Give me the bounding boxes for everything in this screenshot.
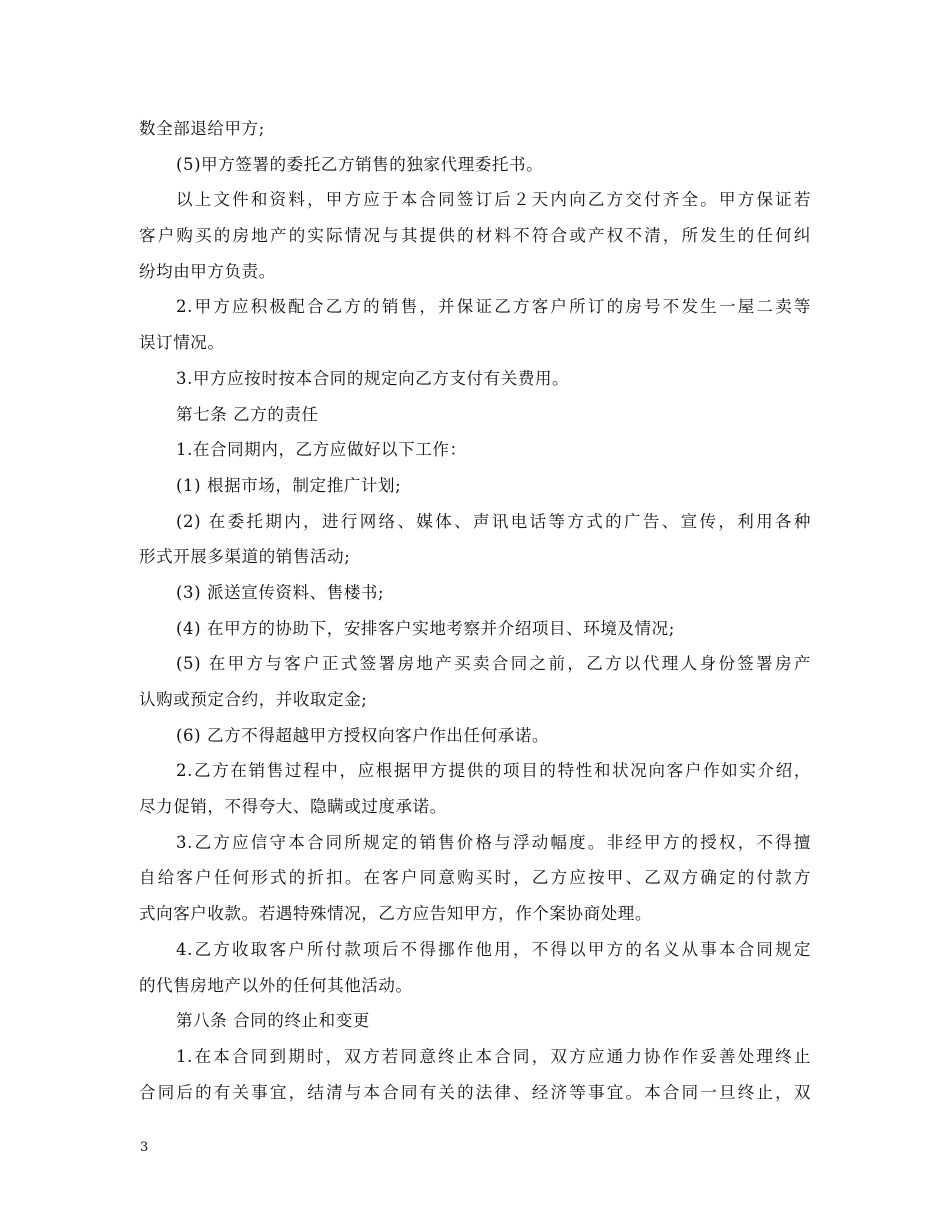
text-line: (1) 根据市场，制定推广计划;: [176, 475, 402, 495]
text-line: 1.在合同期内，乙方应做好以下工作：: [176, 440, 467, 460]
contract-body-text: [139, 111, 811, 1110]
text-line: (2) 在委托期内，进行网络、媒体、声讯电话等方式的广告、宣传，利用各种: [176, 511, 811, 531]
text-line: 形式开展多渠道的销售活动;: [139, 547, 351, 567]
text-line: 误订情况。: [139, 333, 225, 353]
text-line: 2.甲方应积极配合乙方的销售，并保证乙方客户所订的房号不发生一屋二卖等: [176, 297, 811, 317]
page-number: 3: [140, 1140, 149, 1155]
text-line: 合同后的有关事宜，结清与本合同有关的法律、经济等事宜。本合同一旦终止，双: [139, 1082, 811, 1102]
text-line: (4) 在甲方的协助下，安排客户实地考察并介绍项目、环境及情况;: [176, 618, 675, 638]
text-line: (6) 乙方不得超越甲方授权向客户作出任何承诺。: [176, 725, 550, 745]
text-line: (5) 在甲方与客户正式签署房地产买卖合同之前，乙方以代理人身份签署房产: [176, 654, 811, 674]
text-line: 4.乙方收取客户所付款项后不得挪作他用，不得以甲方的名义从事本合同规定: [176, 939, 811, 959]
text-line: 第七条 乙方的责任: [176, 404, 319, 424]
text-line: 纷均由甲方负责。: [139, 261, 276, 281]
text-line: 1.在本合同到期时，双方若同意终止本合同，双方应通力协作作妥善处理终止: [176, 1046, 811, 1066]
text-line: (5)甲方签署的委托乙方销售的独家代理委托书。: [176, 154, 544, 174]
text-line: 尽力促销，不得夸大、隐瞒或过度承诺。: [139, 797, 447, 817]
text-line: (3) 派送宣传资料、售楼书;: [176, 582, 385, 602]
text-line: 2.乙方在销售过程中，应根据甲方提供的项目的特性和状况向客户作如实介绍，: [176, 761, 811, 781]
text-line: 认购或预定合约，并收取定金;: [139, 690, 368, 709]
text-line: 式向客户收款。若遇特殊情况，乙方应告知甲方，作个案协商处理。: [139, 904, 652, 924]
text-line: 3.乙方应信守本合同所规定的销售价格与浮动幅度。非经甲方的授权，不得擅: [176, 832, 811, 852]
text-line: 3.甲方应按时按本合同的规定向乙方支付有关费用。: [176, 368, 570, 388]
text-line: 第八条 合同的终止和变更: [176, 1011, 370, 1031]
text-line: 以上文件和资料，甲方应于本合同签订后２天内向乙方交付齐全。甲方保证若: [176, 190, 811, 210]
text-line: 自给客户任何形式的折扣。在客户同意购买时，乙方应按甲、乙双方确定的付款方: [139, 868, 811, 888]
text-line: 客户购买的房地产的实际情况与其提供的材料不符合或产权不清，所发生的任何纠: [139, 226, 811, 246]
text-line: 数全部退给甲方;: [139, 119, 265, 138]
text-line: 的代售房地产以外的任何其他活动。: [139, 975, 413, 995]
